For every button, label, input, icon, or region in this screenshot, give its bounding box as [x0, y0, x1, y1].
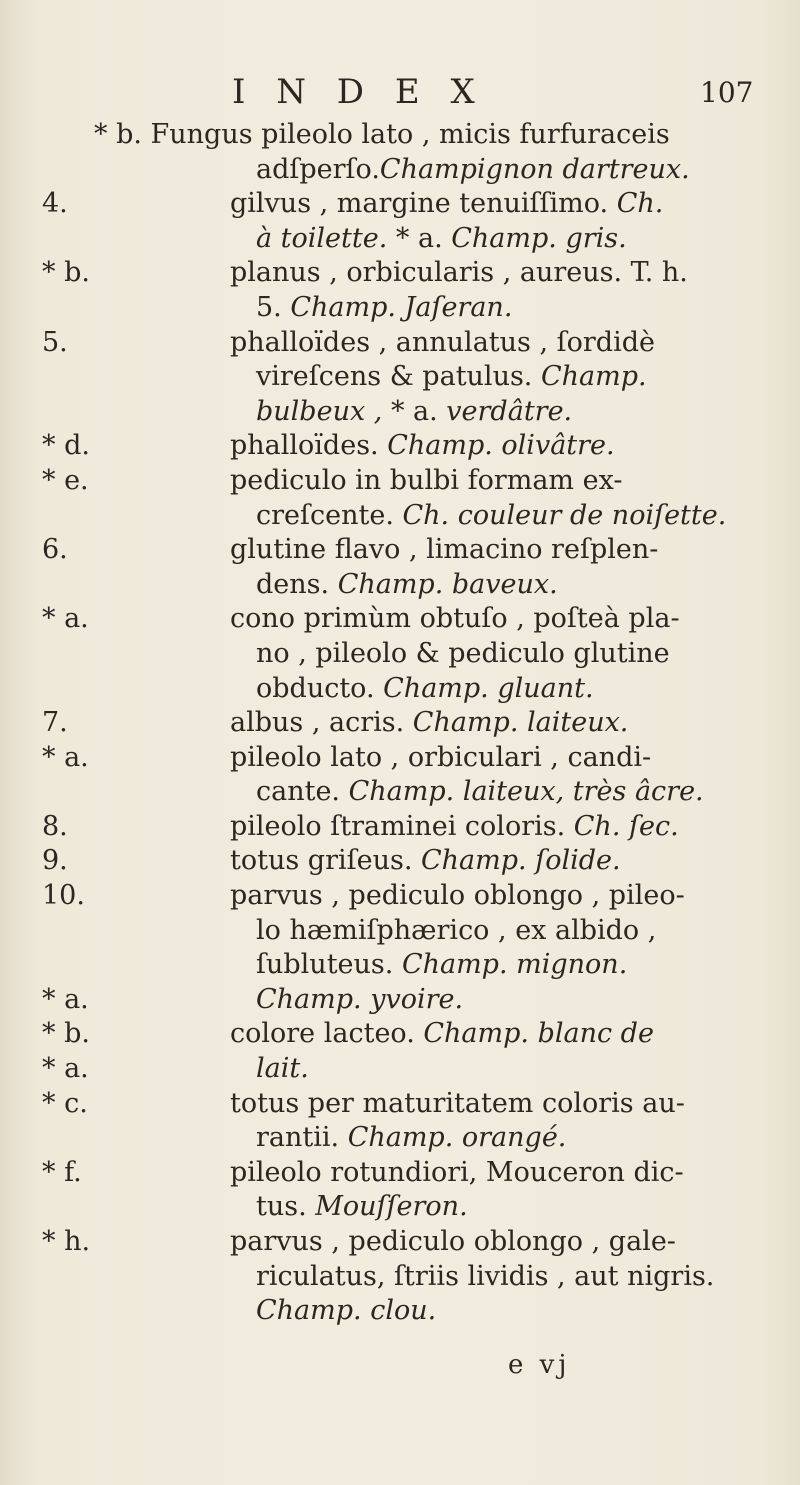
index-line: [0, 706, 800, 741]
french-name: Ch. ſec.: [573, 810, 679, 842]
entry-text: [256, 568, 558, 602]
entry-text: [256, 1052, 309, 1086]
index-line: [0, 118, 800, 153]
entry-marker: 7.: [42, 707, 68, 739]
index-line: [0, 844, 800, 879]
french-name: Ch. couleur de noiſette.: [402, 499, 727, 531]
latin-description: lo hæmiſphærico , ex albido ,: [256, 914, 657, 946]
entry-marker: * a.: [42, 1053, 89, 1085]
index-line: [0, 1294, 800, 1329]
entry-marker: * c.: [42, 1087, 88, 1119]
entry-text: [230, 706, 628, 740]
index-entries: [0, 118, 800, 1329]
entry-text: [230, 1225, 676, 1259]
entry-marker: 9.: [42, 845, 68, 877]
index-line: [0, 222, 800, 257]
entry-marker: * h.: [42, 1226, 91, 1257]
latin-description: pileolo rotundiori, Mouceron dic-: [230, 1156, 684, 1188]
entry-marker: * f.: [42, 1156, 82, 1188]
index-line: [0, 291, 800, 326]
french-name: Mouſſeron.: [315, 1191, 468, 1223]
index-line: [0, 775, 800, 810]
index-line: [0, 637, 800, 672]
french-name: Champ. orangé.: [347, 1122, 567, 1154]
entry-marker: * a.: [42, 603, 89, 635]
entry-text: [256, 637, 670, 671]
index-line: [0, 1121, 800, 1156]
entry-text: [256, 1121, 566, 1155]
latin-description: cono primùm obtuſo , poſteà pla-: [230, 603, 680, 635]
entry-text: [256, 775, 704, 809]
latin-description: creſcente.: [256, 499, 403, 531]
page-number: 107: [700, 76, 754, 109]
latin-description: totus griſeus.: [230, 845, 421, 877]
entry-text: [256, 1260, 714, 1294]
latin-description: riculatus, ſtriis lividis , aut nigris.: [256, 1260, 715, 1292]
latin-description: parvus , pediculo oblongo , pileo-: [230, 880, 685, 912]
latin-description: planus , orbicularis , aureus. T. h.: [230, 257, 688, 289]
latin-description: * a.: [395, 222, 452, 254]
entry-text: [230, 844, 621, 878]
index-line: [0, 1156, 800, 1191]
index-line: [0, 810, 800, 845]
latin-description: pediculo in bulbi formam ex-: [230, 464, 623, 496]
entry-text: [230, 429, 615, 463]
index-line: [0, 533, 800, 568]
entry-text: [256, 395, 572, 429]
index-line: [0, 672, 800, 707]
french-name: Ch.: [616, 188, 664, 220]
index-line: [0, 1087, 800, 1122]
latin-description: albus , acris.: [230, 707, 413, 739]
index-line: [0, 568, 800, 603]
entry-text: [256, 1190, 468, 1224]
index-line: [0, 602, 800, 637]
index-line: [0, 983, 800, 1018]
latin-description: phalloïdes.: [230, 430, 388, 462]
latin-description: obducto.: [256, 672, 384, 704]
french-name: à toilette.: [256, 222, 396, 254]
french-name: Champ. blanc de: [423, 1018, 654, 1050]
latin-description: glutine flavo , limacino reſplen-: [230, 534, 659, 566]
index-line: [0, 499, 800, 534]
signature-mark: e vj: [508, 1350, 571, 1380]
entry-text: [256, 360, 647, 394]
entry-text: [230, 1156, 684, 1190]
index-line: [0, 326, 800, 361]
latin-description: phalloïdes , annulatus , ſordidè: [230, 326, 655, 358]
entry-text: [230, 326, 655, 360]
entry-text: [256, 914, 656, 948]
latin-description: cante.: [256, 776, 349, 808]
index-line: [0, 948, 800, 983]
latin-description: ſubluteus.: [256, 949, 402, 981]
french-name: bulbeux ,: [256, 395, 391, 427]
entry-text: [230, 741, 651, 775]
index-line: [0, 187, 800, 222]
latin-description: * b. Fungus pileolo lato , micis furfuraceis: [94, 119, 670, 150]
index-line: [0, 1260, 800, 1295]
latin-description: totus per maturitatem coloris au-: [230, 1087, 685, 1119]
entry-text: [230, 256, 688, 290]
french-name: Champ. baveux.: [337, 568, 558, 600]
latin-description: vireſcens & patulus.: [256, 361, 541, 393]
entry-text: [230, 533, 658, 567]
entry-text: [256, 983, 463, 1017]
entry-marker: * e.: [42, 464, 89, 496]
french-name: Champ. mignon.: [401, 949, 628, 981]
latin-description: rantii.: [256, 1122, 348, 1154]
latin-description: 5.: [256, 291, 291, 323]
index-title: I N D E X: [232, 72, 485, 112]
french-name: Champ. laiteux, très âcre.: [348, 776, 704, 808]
entry-text: [94, 118, 670, 152]
latin-description: pileolo lato , orbiculari , candi-: [230, 741, 652, 773]
entry-marker: * b.: [42, 1018, 90, 1050]
index-line: [0, 395, 800, 430]
latin-description: gilvus , margine tenuiſſimo.: [230, 188, 617, 220]
index-line: [0, 360, 800, 395]
entry-text: [256, 499, 726, 533]
french-name: Champ. ſolide.: [421, 845, 621, 877]
entry-marker: * a.: [42, 983, 89, 1015]
entry-marker: 5.: [42, 326, 68, 358]
entry-marker: 10.: [42, 880, 85, 912]
latin-description: colore lacteo.: [230, 1018, 424, 1050]
entry-marker: 8.: [42, 810, 68, 842]
index-line: [0, 1052, 800, 1087]
index-line: [0, 1190, 800, 1225]
index-line: [0, 256, 800, 291]
latin-description: tus.: [256, 1191, 316, 1223]
french-name: verdâtre.: [446, 395, 573, 427]
index-line: [0, 1017, 800, 1052]
index-line: [0, 741, 800, 776]
entry-text: [230, 879, 685, 913]
index-line: [0, 879, 800, 914]
entry-marker: * b.: [42, 257, 90, 289]
french-name: Champ. clou.: [256, 1295, 437, 1327]
french-name: Champ. gris.: [451, 222, 627, 254]
french-name: Champignon dartreux.: [379, 153, 690, 185]
page-header: [0, 72, 800, 116]
entry-text: [256, 672, 594, 706]
french-name: Champ. olivâtre.: [387, 430, 615, 462]
entry-text: [256, 291, 512, 325]
french-name: Champ. laiteux.: [412, 707, 629, 739]
entry-marker: * a.: [42, 741, 89, 773]
entry-text: [256, 222, 627, 256]
entry-text: [230, 810, 679, 844]
entry-marker: * d.: [42, 430, 90, 462]
index-line: [0, 429, 800, 464]
index-line: [0, 153, 800, 188]
french-name: Champ. Jaſeran.: [290, 291, 513, 323]
latin-description: pileolo ſtraminei coloris.: [230, 810, 574, 842]
entry-text: [230, 187, 663, 221]
latin-description: dens.: [256, 568, 338, 600]
french-name: Champ.: [540, 361, 647, 393]
entry-marker: 6.: [42, 534, 68, 566]
index-line: [0, 464, 800, 499]
entry-text: [230, 602, 680, 636]
entry-text: [256, 1294, 436, 1328]
latin-description: no , pileolo & pediculo glutine: [256, 637, 670, 669]
latin-description: adſperſo.: [256, 153, 380, 185]
entry-text: [230, 464, 622, 498]
french-name: Champ. gluant.: [383, 672, 594, 704]
latin-description: * a.: [390, 395, 447, 427]
entry-text: [230, 1017, 654, 1051]
entry-text: [256, 948, 627, 982]
index-line: [0, 914, 800, 949]
index-line: [0, 1225, 800, 1260]
french-name: lait.: [256, 1053, 309, 1085]
entry-text: [256, 153, 690, 187]
latin-description: parvus , pediculo oblongo , gale-: [230, 1226, 676, 1257]
entry-marker: 4.: [42, 188, 68, 220]
entry-text: [230, 1087, 685, 1121]
french-name: Champ. yvoire.: [256, 983, 464, 1015]
